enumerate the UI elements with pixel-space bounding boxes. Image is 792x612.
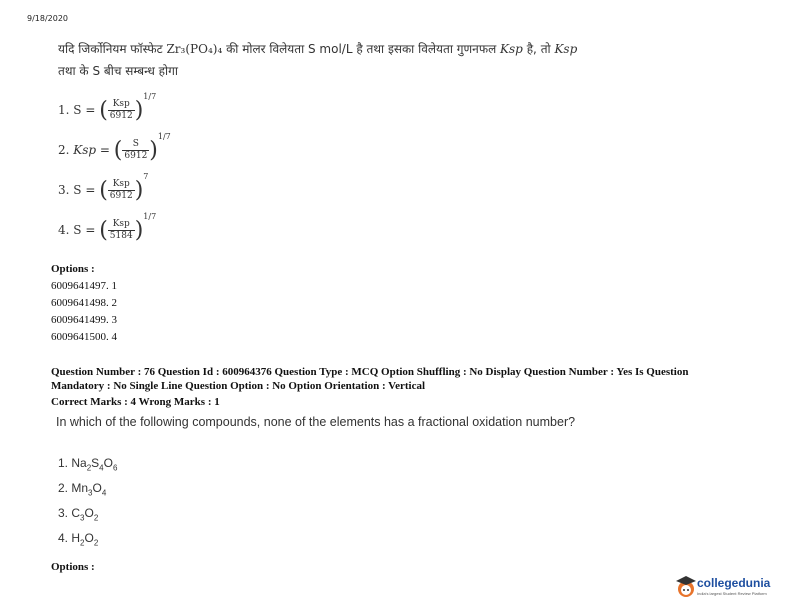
- q75-text-mid: की मोलर विलेयता S mol/L है तथा इसका विलेयता गुणनफल: [226, 42, 497, 56]
- q75-choice-4: 4. S = ( $\frac{\text{Ksp}}{5184}$ )$^{1/7}$: [58, 212, 157, 243]
- q76-meta-line1: Question Number : 76 Question Id : 600964376 Question Type : MCQ Option Shuffling : No Display Question Number : Yes Is Question: [51, 366, 689, 378]
- choice-lhs: S =: [73, 103, 96, 117]
- choice-numerator: S: [122, 139, 149, 151]
- choice-numerator: Ksp: [108, 219, 135, 231]
- choice-denominator: 5184: [109, 231, 133, 241]
- q75-choice-1: 1. S = ( $\frac{\text{Ksp}}{6912}$ )$^{1/7}$: [58, 92, 157, 123]
- q76-marks: Correct Marks : 4 Wrong Marks : 1: [51, 396, 220, 408]
- q75-option-id: 6009641500. 4: [51, 331, 117, 343]
- choice-denominator: 6912: [109, 111, 133, 121]
- question-75-text: [58, 38, 758, 82]
- q76-choice-3: 3. $C_3O_2$: [58, 506, 99, 523]
- q76-meta-line2: Mandatory : No Single Line Question Option : No Option Orientation : Vertical: [51, 380, 426, 392]
- q76-options-label: Options :: [51, 561, 95, 573]
- q76-choice-2: 2. $Mn_3O_4$: [58, 481, 107, 498]
- choice-exponent: 1/7: [157, 132, 171, 141]
- choice-exponent: 1/7: [143, 92, 157, 101]
- q75-line2: तथा के S बीच सम्बन्ध होगा: [58, 64, 179, 78]
- q75-option-id: 6009641498. 2: [51, 297, 117, 309]
- q75-choice-2: 2. Ksp = ( $\frac{S}{6912}$ )$^{1/7}$: [58, 132, 171, 163]
- choice-numerator: Ksp: [108, 179, 135, 191]
- choice-exponent: 1/7: [143, 212, 157, 221]
- choice-number: 3.: [58, 183, 70, 197]
- choice-numerator: Ksp: [108, 99, 135, 111]
- logo-tagline: India's largest Student Review Platform: [697, 591, 767, 596]
- choice-lhs: Ksp =: [73, 143, 110, 157]
- collegedunia-logo: [672, 570, 778, 606]
- q76-choice-4: 4. $H_2O_2$: [58, 531, 99, 548]
- q75-option-id: 6009641497. 1: [51, 280, 117, 292]
- choice-number: 1.: [58, 103, 70, 117]
- q75-ksp-1: Ksp: [500, 42, 523, 56]
- q75-ksp-2: Ksp: [554, 42, 578, 56]
- q75-text-before: यदि जिर्कोनियम फॉस्फेट: [58, 42, 163, 56]
- q75-choice-3: 3. S = ( $\frac{\text{Ksp}}{6912}$ )$^7$: [58, 172, 149, 203]
- choice-denominator: 6912: [109, 191, 133, 201]
- choice-number: 4.: [58, 223, 70, 237]
- choice-exponent: 7: [143, 172, 149, 181]
- q75-options-label: Options :: [51, 263, 95, 275]
- logo-brand: collegedunia: [697, 576, 771, 590]
- q75-text-after: है, तो: [526, 42, 551, 56]
- choice-lhs: S =: [73, 223, 96, 237]
- q75-option-id: 6009641499. 3: [51, 314, 117, 326]
- print-date: 9/18/2020: [27, 14, 69, 23]
- q76-question: In which of the following compounds, none of the elements has a fractional oxidation number?: [56, 415, 576, 429]
- q76-choice-1: 1. $Na_2S_4O_6$: [58, 456, 118, 473]
- q75-formula: Zr₃(PO₄)₄: [166, 42, 223, 56]
- choice-number: 2.: [58, 143, 70, 157]
- choice-denominator: 6912: [124, 151, 148, 161]
- choice-lhs: S =: [73, 183, 96, 197]
